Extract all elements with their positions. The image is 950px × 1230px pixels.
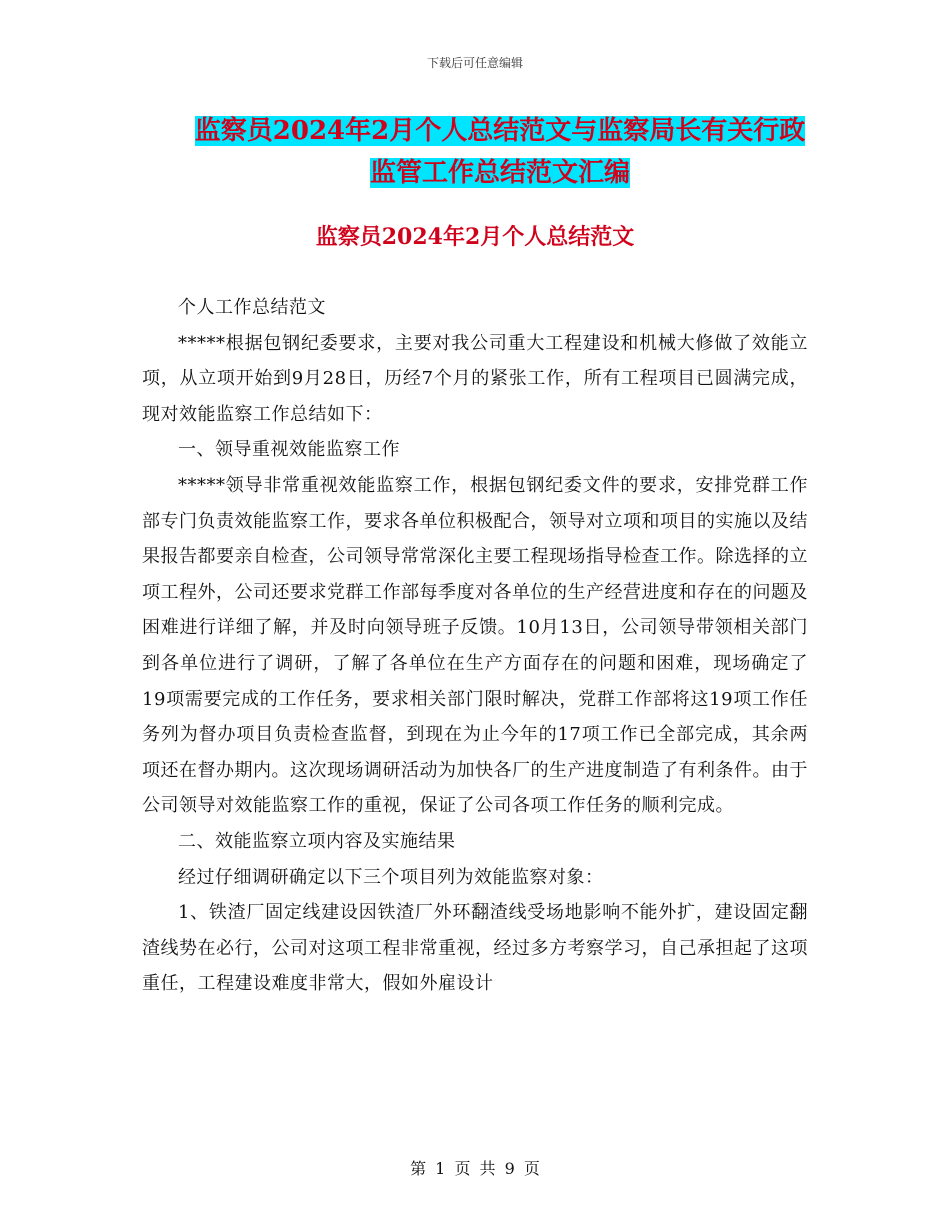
paragraph: *****根据包钢纪委要求，主要对我公司重大工程建设和机械大修做了效能立项，从立项开始到9月28日，历经7个月的紧张工作，所有工程项目已圆满完成，现对效能监察工作总结如下： bbox=[142, 332, 808, 425]
document-body bbox=[142, 290, 808, 1002]
document-title-line-2: 监管工作总结范文汇编 bbox=[369, 158, 630, 188]
paragraph: *****领导非常重视效能监察工作，根据包钢纪委文件的要求，安排党群工作部专门负责效能监察工作，要求各单位积极配合，领导对立项和项目的实施以及结果报告都要亲自检查，公司领导常常深化主要工程现场指导检查工作。除选择的立项工程外，公司还要求党群工作部每季度对各单位的生产经营进度和存在的问题及困难进行详细了解，并及时向领导班子反馈。10月13日，公司领导带领相关部门到各单位进行了调研，了解了各单位在生产方面存在的问题和困难，现场确定了19项需要完成的工作任务，要求相关部门限时解决，党群工作部将这19项工作任务列为督办项目负责检查监督，到现在为止今年的17项工作已全部完成，其余两项还在督办期内。这次现场调研活动为加快各厂的生产进度制造了有利条件。由于公司领导对效能监察工作的重视，保证了公司各项工作任务的顺利完成。 bbox=[142, 474, 808, 817]
paragraph: 经过仔细调研确定以下三个项目列为效能监察对象： bbox=[178, 866, 604, 888]
paragraph: 个人工作总结范文 bbox=[178, 297, 326, 318]
document-title bbox=[140, 110, 860, 194]
document-title-line-1: 监察员2024年2月个人总结范文与监察局长有关行政 bbox=[194, 116, 806, 146]
paragraph: 一、领导重视效能监察工作 bbox=[178, 439, 400, 461]
header-note: 下载后可任意编辑 bbox=[426, 56, 523, 70]
paragraph: 1、铁渣厂固定线建设因铁渣厂外环翻渣线受场地影响不能外扩，建设固定翻渣线势在必行，公司对这项工程非常重视，经过多方考察学习，自己承担起了这项重任，工程建设难度非常大，假如外雇设计 bbox=[142, 902, 808, 995]
page-footer: 第 1 页 共 9 页 bbox=[410, 1159, 540, 1178]
paragraph: 二、效能监察立项内容及实施结果 bbox=[178, 830, 456, 852]
section-title: 监察员2024年2月个人总结范文 bbox=[315, 224, 635, 250]
